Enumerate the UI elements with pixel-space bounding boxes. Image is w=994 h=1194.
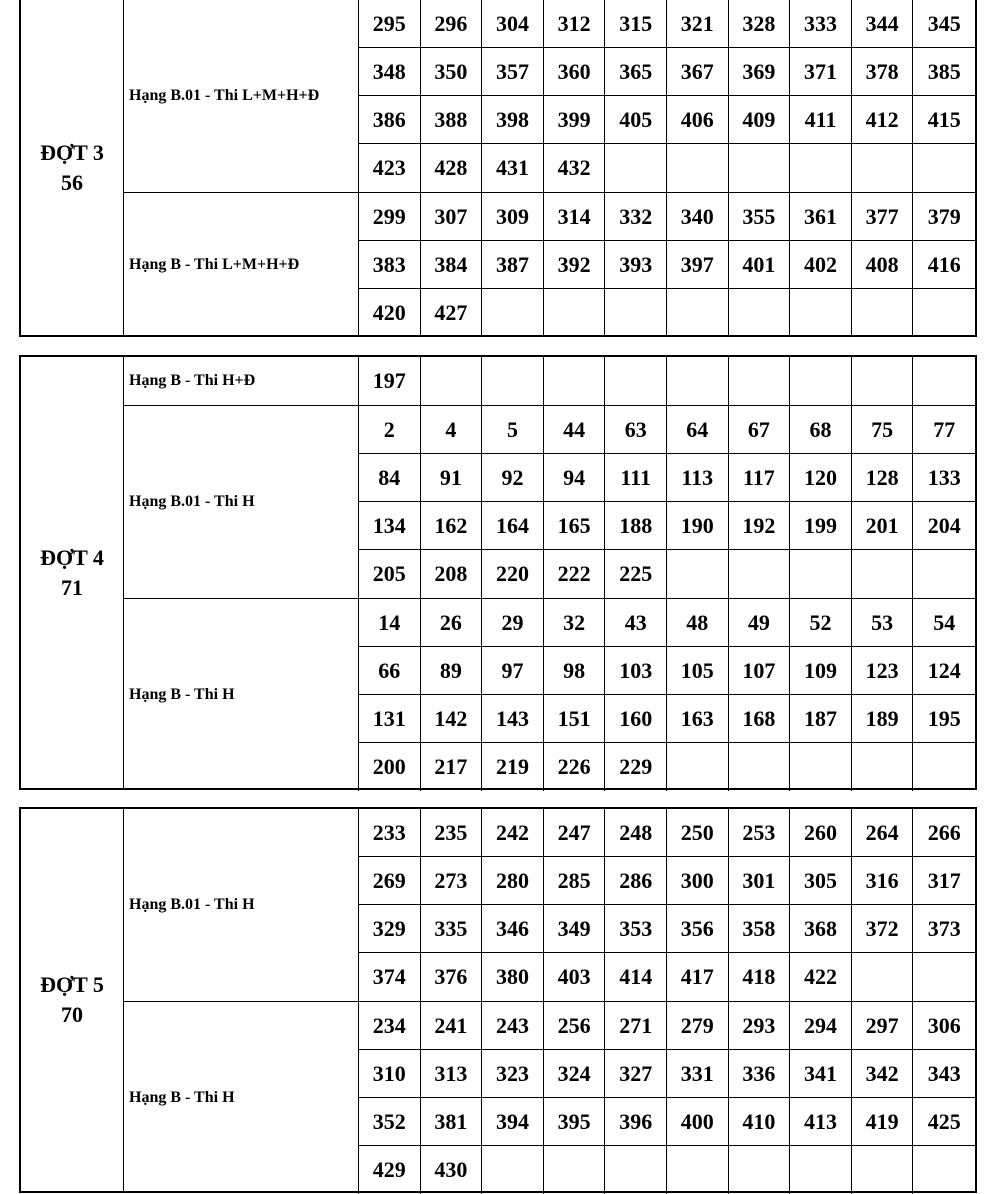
empty-cell xyxy=(852,357,914,405)
candidate-number: 234 xyxy=(359,1002,421,1050)
candidate-number: 327 xyxy=(605,1050,667,1098)
candidate-number: 32 xyxy=(544,599,606,647)
empty-cell xyxy=(667,357,729,405)
empty-cell xyxy=(729,550,791,598)
candidate-number: 378 xyxy=(852,48,914,96)
candidate-number: 353 xyxy=(605,905,667,953)
candidate-number: 306 xyxy=(913,1002,975,1050)
candidate-number: 242 xyxy=(482,809,544,857)
candidate-number: 304 xyxy=(482,0,544,48)
candidate-number: 402 xyxy=(790,241,852,289)
candidate-number: 423 xyxy=(359,144,421,192)
candidate-number: 342 xyxy=(852,1050,914,1098)
candidate-number: 387 xyxy=(482,241,544,289)
candidate-number: 412 xyxy=(852,96,914,144)
candidate-number: 313 xyxy=(421,1050,483,1098)
candidate-number: 111 xyxy=(605,454,667,502)
empty-cell xyxy=(544,289,606,337)
candidate-number: 163 xyxy=(667,695,729,743)
candidate-number: 208 xyxy=(421,550,483,598)
candidate-number: 109 xyxy=(790,647,852,695)
empty-cell xyxy=(913,550,975,598)
candidate-number: 333 xyxy=(790,0,852,48)
candidate-number: 403 xyxy=(544,953,606,1001)
candidate-number: 395 xyxy=(544,1098,606,1146)
candidate-number: 293 xyxy=(729,1002,791,1050)
candidate-number: 429 xyxy=(359,1146,421,1194)
candidate-number: 372 xyxy=(852,905,914,953)
candidate-number: 113 xyxy=(667,454,729,502)
candidate-number: 374 xyxy=(359,953,421,1001)
empty-cell xyxy=(913,144,975,192)
empty-cell xyxy=(667,144,729,192)
number-grid xyxy=(359,809,975,1001)
candidate-number: 315 xyxy=(605,0,667,48)
hang-label: Hạng B - Thi H+Đ xyxy=(124,357,359,405)
empty-cell xyxy=(667,743,729,791)
candidate-number: 68 xyxy=(790,406,852,454)
candidate-number: 299 xyxy=(359,193,421,241)
candidate-number: 295 xyxy=(359,0,421,48)
candidate-number: 410 xyxy=(729,1098,791,1146)
number-grid xyxy=(359,406,975,598)
candidate-number: 430 xyxy=(421,1146,483,1194)
candidate-number: 388 xyxy=(421,96,483,144)
candidate-number: 408 xyxy=(852,241,914,289)
candidate-number: 296 xyxy=(421,0,483,48)
candidate-number: 160 xyxy=(605,695,667,743)
candidate-number: 335 xyxy=(421,905,483,953)
empty-cell xyxy=(482,357,544,405)
candidate-number: 294 xyxy=(790,1002,852,1050)
candidate-number: 142 xyxy=(421,695,483,743)
candidate-number: 316 xyxy=(852,857,914,905)
candidate-number: 248 xyxy=(605,809,667,857)
empty-cell xyxy=(852,550,914,598)
candidate-number: 192 xyxy=(729,502,791,550)
candidate-number: 197 xyxy=(359,357,421,405)
candidate-number: 164 xyxy=(482,502,544,550)
candidate-number: 189 xyxy=(852,695,914,743)
empty-cell xyxy=(790,357,852,405)
group-list xyxy=(124,809,975,1191)
dot-cell xyxy=(21,357,124,788)
hang-group xyxy=(124,406,975,599)
candidate-number: 376 xyxy=(421,953,483,1001)
candidate-number: 195 xyxy=(913,695,975,743)
candidate-number: 425 xyxy=(913,1098,975,1146)
candidate-number: 266 xyxy=(913,809,975,857)
candidate-number: 75 xyxy=(852,406,914,454)
candidate-number: 343 xyxy=(913,1050,975,1098)
dot-cell xyxy=(21,809,124,1191)
candidate-number: 98 xyxy=(544,647,606,695)
candidate-number: 345 xyxy=(913,0,975,48)
candidate-number: 399 xyxy=(544,96,606,144)
candidate-number: 309 xyxy=(482,193,544,241)
candidate-number: 352 xyxy=(359,1098,421,1146)
candidate-number: 187 xyxy=(790,695,852,743)
candidate-number: 406 xyxy=(667,96,729,144)
candidate-number: 54 xyxy=(913,599,975,647)
empty-cell xyxy=(852,289,914,337)
candidate-number: 383 xyxy=(359,241,421,289)
candidate-number: 361 xyxy=(790,193,852,241)
candidate-number: 220 xyxy=(482,550,544,598)
candidate-number: 371 xyxy=(790,48,852,96)
empty-cell xyxy=(913,357,975,405)
dot-count: 70 xyxy=(61,1002,83,1027)
candidate-number: 107 xyxy=(729,647,791,695)
candidate-number: 279 xyxy=(667,1002,729,1050)
candidate-number: 233 xyxy=(359,809,421,857)
candidate-number: 204 xyxy=(913,502,975,550)
candidate-number: 356 xyxy=(667,905,729,953)
candidate-number: 358 xyxy=(729,905,791,953)
empty-cell xyxy=(790,743,852,791)
candidate-number: 123 xyxy=(852,647,914,695)
candidate-number: 400 xyxy=(667,1098,729,1146)
candidate-number: 418 xyxy=(729,953,791,1001)
candidate-number: 280 xyxy=(482,857,544,905)
candidate-number: 307 xyxy=(421,193,483,241)
candidate-number: 377 xyxy=(852,193,914,241)
hang-label: Hạng B - Thi L+M+H+Đ xyxy=(124,193,359,337)
candidate-number: 273 xyxy=(421,857,483,905)
group-list xyxy=(124,357,975,788)
candidate-number: 117 xyxy=(729,454,791,502)
number-grid xyxy=(359,357,975,405)
empty-cell xyxy=(729,144,791,192)
candidate-number: 199 xyxy=(790,502,852,550)
empty-cell xyxy=(790,144,852,192)
candidate-number: 44 xyxy=(544,406,606,454)
hang-label: Hạng B.01 - Thi H xyxy=(124,406,359,598)
candidate-number: 305 xyxy=(790,857,852,905)
candidate-number: 151 xyxy=(544,695,606,743)
candidate-number: 200 xyxy=(359,743,421,791)
dot-block xyxy=(19,0,977,337)
candidate-number: 396 xyxy=(605,1098,667,1146)
candidate-number: 43 xyxy=(605,599,667,647)
candidate-number: 243 xyxy=(482,1002,544,1050)
empty-cell xyxy=(913,953,975,1001)
candidate-number: 431 xyxy=(482,144,544,192)
candidate-number: 328 xyxy=(729,0,791,48)
candidate-number: 49 xyxy=(729,599,791,647)
candidate-number: 120 xyxy=(790,454,852,502)
candidate-number: 419 xyxy=(852,1098,914,1146)
candidate-number: 428 xyxy=(421,144,483,192)
candidate-number: 379 xyxy=(913,193,975,241)
candidate-number: 94 xyxy=(544,454,606,502)
candidate-number: 134 xyxy=(359,502,421,550)
empty-cell xyxy=(852,743,914,791)
candidate-number: 422 xyxy=(790,953,852,1001)
dot-block xyxy=(19,355,977,790)
candidate-number: 373 xyxy=(913,905,975,953)
number-grid xyxy=(359,0,975,192)
candidate-number: 131 xyxy=(359,695,421,743)
empty-cell xyxy=(667,289,729,337)
empty-cell xyxy=(790,289,852,337)
empty-cell xyxy=(913,289,975,337)
candidate-number: 369 xyxy=(729,48,791,96)
hang-label: Hạng B - Thi H xyxy=(124,599,359,791)
candidate-number: 48 xyxy=(667,599,729,647)
empty-cell xyxy=(605,357,667,405)
empty-cell xyxy=(544,357,606,405)
empty-cell xyxy=(482,289,544,337)
candidate-number: 365 xyxy=(605,48,667,96)
candidate-number: 260 xyxy=(790,809,852,857)
empty-cell xyxy=(729,743,791,791)
candidate-number: 64 xyxy=(667,406,729,454)
candidate-number: 168 xyxy=(729,695,791,743)
candidate-number: 432 xyxy=(544,144,606,192)
candidate-number: 128 xyxy=(852,454,914,502)
empty-cell xyxy=(667,550,729,598)
empty-cell xyxy=(790,1146,852,1194)
candidate-number: 401 xyxy=(729,241,791,289)
candidate-number: 321 xyxy=(667,0,729,48)
candidate-number: 367 xyxy=(667,48,729,96)
candidate-number: 225 xyxy=(605,550,667,598)
dot-count: 56 xyxy=(61,169,83,195)
number-grid xyxy=(359,1002,975,1194)
candidate-number: 133 xyxy=(913,454,975,502)
candidate-number: 314 xyxy=(544,193,606,241)
dot-label: ĐỢT 3 xyxy=(40,139,104,165)
candidate-number: 317 xyxy=(913,857,975,905)
candidate-number: 409 xyxy=(729,96,791,144)
empty-cell xyxy=(605,1146,667,1194)
candidate-number: 416 xyxy=(913,241,975,289)
candidate-number: 92 xyxy=(482,454,544,502)
empty-cell xyxy=(729,357,791,405)
candidate-number: 256 xyxy=(544,1002,606,1050)
candidate-number: 226 xyxy=(544,743,606,791)
candidate-number: 124 xyxy=(913,647,975,695)
dot-label: ĐỢT 4 xyxy=(40,544,104,570)
candidate-number: 300 xyxy=(667,857,729,905)
candidate-number: 105 xyxy=(667,647,729,695)
empty-cell xyxy=(605,144,667,192)
candidate-number: 415 xyxy=(913,96,975,144)
candidate-number: 324 xyxy=(544,1050,606,1098)
candidate-number: 103 xyxy=(605,647,667,695)
candidate-number: 271 xyxy=(605,1002,667,1050)
hang-group xyxy=(124,193,975,337)
candidate-number: 336 xyxy=(729,1050,791,1098)
candidate-number: 346 xyxy=(482,905,544,953)
dot-cell xyxy=(21,0,124,335)
candidate-number: 162 xyxy=(421,502,483,550)
candidate-number: 247 xyxy=(544,809,606,857)
group-list xyxy=(124,0,975,335)
candidate-number: 355 xyxy=(729,193,791,241)
candidate-number: 360 xyxy=(544,48,606,96)
empty-cell xyxy=(605,289,667,337)
candidate-number: 4 xyxy=(421,406,483,454)
empty-cell xyxy=(667,1146,729,1194)
candidate-number: 341 xyxy=(790,1050,852,1098)
candidate-number: 29 xyxy=(482,599,544,647)
candidate-number: 286 xyxy=(605,857,667,905)
candidate-number: 201 xyxy=(852,502,914,550)
candidate-number: 63 xyxy=(605,406,667,454)
candidate-number: 229 xyxy=(605,743,667,791)
empty-cell xyxy=(852,144,914,192)
empty-cell xyxy=(729,289,791,337)
candidate-number: 357 xyxy=(482,48,544,96)
candidate-number: 217 xyxy=(421,743,483,791)
candidate-number: 329 xyxy=(359,905,421,953)
candidate-number: 250 xyxy=(667,809,729,857)
hang-group xyxy=(124,599,975,791)
candidate-number: 332 xyxy=(605,193,667,241)
candidate-number: 285 xyxy=(544,857,606,905)
candidate-number: 368 xyxy=(790,905,852,953)
candidate-number: 253 xyxy=(729,809,791,857)
empty-cell xyxy=(852,953,914,1001)
candidate-number: 241 xyxy=(421,1002,483,1050)
candidate-number: 89 xyxy=(421,647,483,695)
candidate-number: 392 xyxy=(544,241,606,289)
candidate-number: 413 xyxy=(790,1098,852,1146)
candidate-number: 77 xyxy=(913,406,975,454)
candidate-number: 188 xyxy=(605,502,667,550)
candidate-number: 91 xyxy=(421,454,483,502)
empty-cell xyxy=(852,1146,914,1194)
candidate-number: 165 xyxy=(544,502,606,550)
candidate-number: 205 xyxy=(359,550,421,598)
dot-label: ĐỢT 5 xyxy=(40,972,104,997)
candidate-number: 417 xyxy=(667,953,729,1001)
candidate-number: 143 xyxy=(482,695,544,743)
candidate-number: 427 xyxy=(421,289,483,337)
hang-group xyxy=(124,357,975,406)
candidate-number: 386 xyxy=(359,96,421,144)
number-grid xyxy=(359,599,975,791)
candidate-number: 348 xyxy=(359,48,421,96)
candidate-number: 331 xyxy=(667,1050,729,1098)
candidate-number: 97 xyxy=(482,647,544,695)
candidate-number: 52 xyxy=(790,599,852,647)
candidate-number: 190 xyxy=(667,502,729,550)
candidate-number: 301 xyxy=(729,857,791,905)
candidate-number: 414 xyxy=(605,953,667,1001)
candidate-number: 381 xyxy=(421,1098,483,1146)
candidate-number: 349 xyxy=(544,905,606,953)
empty-cell xyxy=(913,1146,975,1194)
hang-label: Hạng B - Thi H xyxy=(124,1002,359,1194)
candidate-number: 397 xyxy=(667,241,729,289)
candidate-number: 14 xyxy=(359,599,421,647)
candidate-number: 350 xyxy=(421,48,483,96)
candidate-number: 2 xyxy=(359,406,421,454)
empty-cell xyxy=(729,1146,791,1194)
candidate-number: 26 xyxy=(421,599,483,647)
candidate-number: 411 xyxy=(790,96,852,144)
empty-cell xyxy=(544,1146,606,1194)
candidate-number: 219 xyxy=(482,743,544,791)
candidate-number: 394 xyxy=(482,1098,544,1146)
hang-group xyxy=(124,0,975,193)
empty-cell xyxy=(482,1146,544,1194)
candidate-number: 66 xyxy=(359,647,421,695)
candidate-number: 53 xyxy=(852,599,914,647)
candidate-number: 344 xyxy=(852,0,914,48)
candidate-number: 235 xyxy=(421,809,483,857)
hang-group xyxy=(124,1002,975,1194)
candidate-number: 393 xyxy=(605,241,667,289)
hang-group xyxy=(124,809,975,1002)
candidate-number: 405 xyxy=(605,96,667,144)
candidate-number: 380 xyxy=(482,953,544,1001)
hang-label: Hạng B.01 - Thi L+M+H+Đ xyxy=(124,0,359,192)
candidate-number: 398 xyxy=(482,96,544,144)
hang-label: Hạng B.01 - Thi H xyxy=(124,809,359,1001)
dot-count: 71 xyxy=(61,574,83,600)
candidate-number: 5 xyxy=(482,406,544,454)
candidate-number: 420 xyxy=(359,289,421,337)
candidate-number: 385 xyxy=(913,48,975,96)
empty-cell xyxy=(790,550,852,598)
empty-cell xyxy=(913,743,975,791)
candidate-number: 264 xyxy=(852,809,914,857)
candidate-number: 297 xyxy=(852,1002,914,1050)
candidate-number: 312 xyxy=(544,0,606,48)
dot-block xyxy=(19,807,977,1193)
candidate-number: 269 xyxy=(359,857,421,905)
empty-cell xyxy=(421,357,483,405)
candidate-number: 84 xyxy=(359,454,421,502)
candidate-number: 67 xyxy=(729,406,791,454)
number-grid xyxy=(359,193,975,337)
candidate-number: 323 xyxy=(482,1050,544,1098)
candidate-number: 310 xyxy=(359,1050,421,1098)
candidate-number: 384 xyxy=(421,241,483,289)
candidate-number: 340 xyxy=(667,193,729,241)
candidate-number: 222 xyxy=(544,550,606,598)
